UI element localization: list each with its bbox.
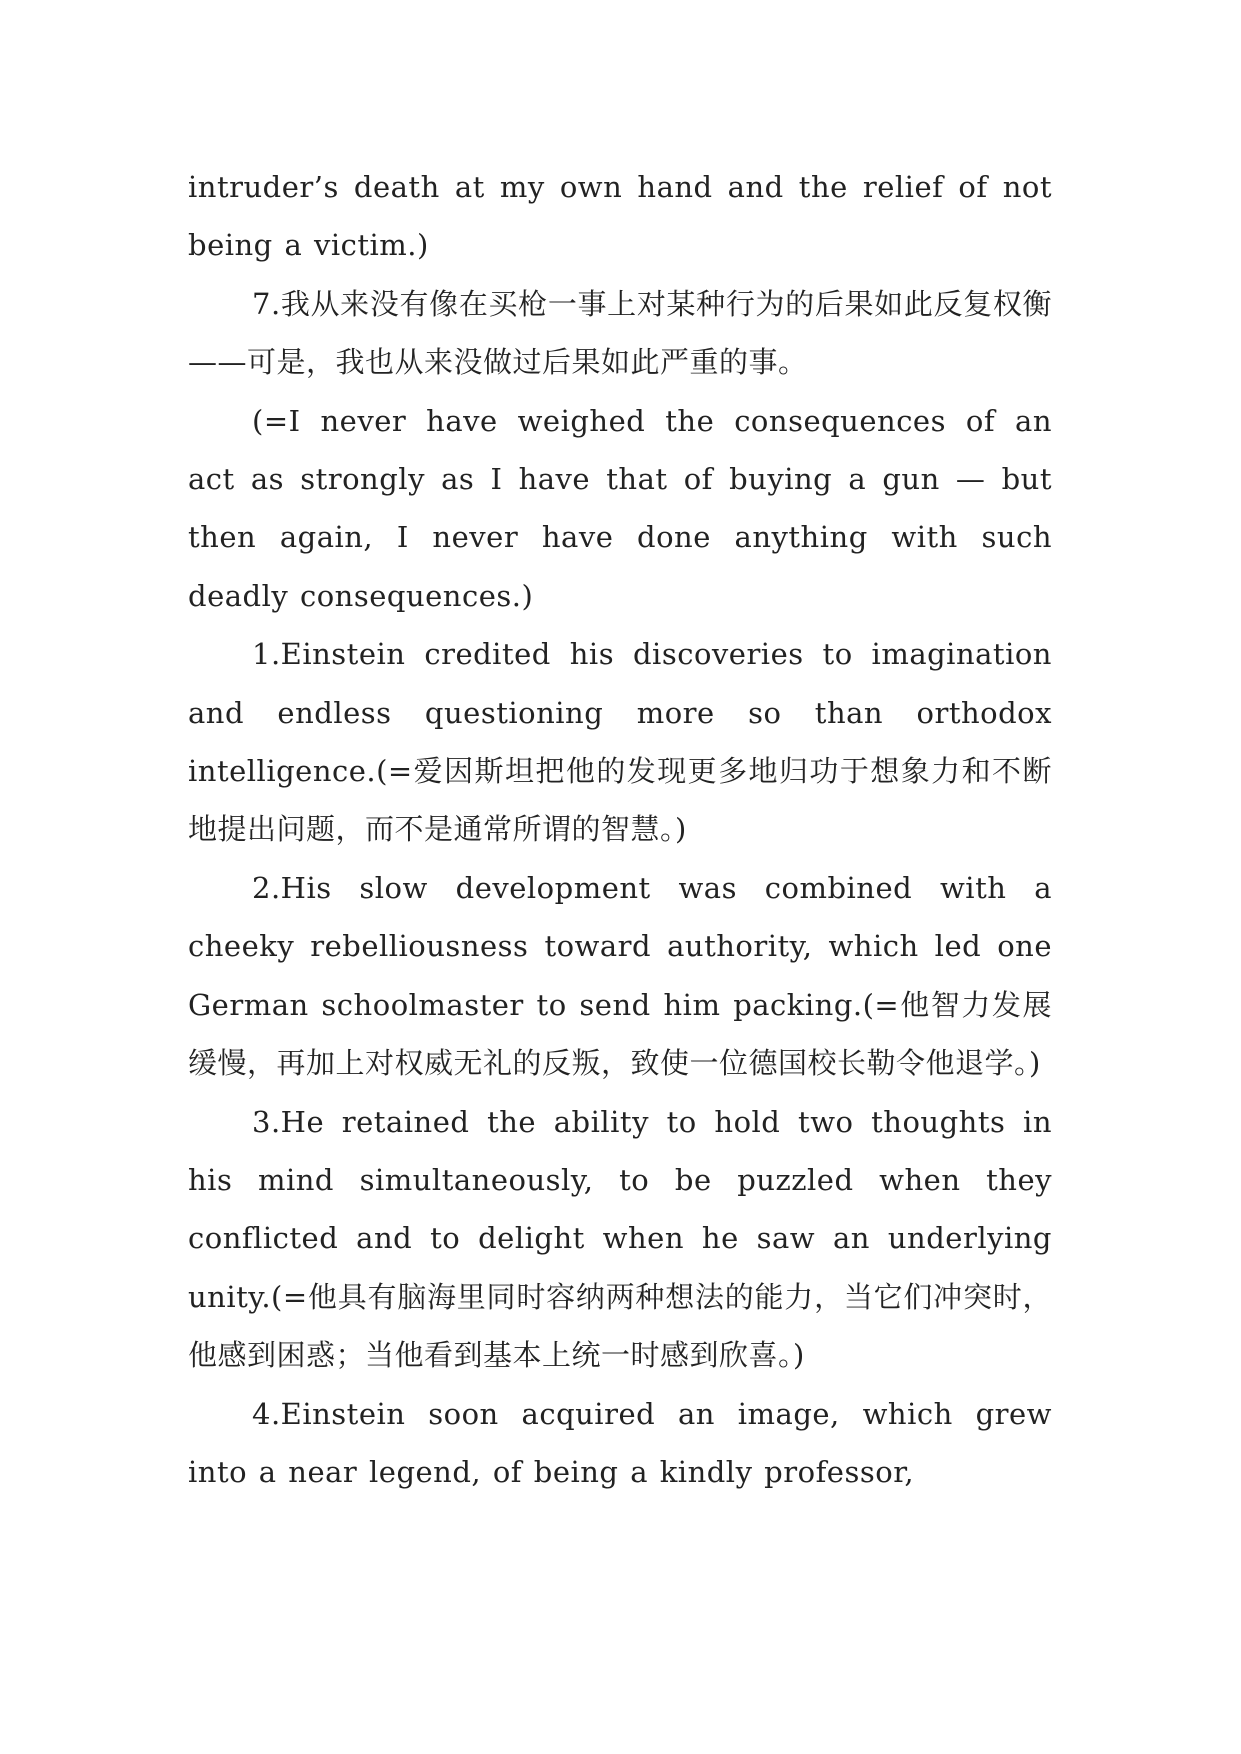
paragraph-item-3: 3.He retained the ability to hold two thoughts in his mind simultaneously, to be puzzled when they conflicted and to delight when he saw an underlying unity.(=他具有脑海里同时容纳两种想法的能力，当它们冲突时，他感到困惑；当他看到基本上统一时感到欣喜。) bbox=[188, 1104, 1052, 1373]
paragraph-intruder-continuation: intruder’s death at my own hand and the relief of not being a victim.) bbox=[188, 170, 1052, 263]
paragraph-item-7-chinese: 7.我从来没有像在买枪一事上对某种行为的后果如此反复权衡——可是，我也从来没做过后果如此严重的事。 bbox=[188, 286, 1052, 380]
paragraph-item-1: 1.Einstein credited his discoveries to imagination and endless questioning more so than orthodox intelligence.(=爱因斯坦把他的发现更多地归功于想象力和不断地提出问题，而不是通常所谓的智慧。) bbox=[188, 637, 1052, 847]
paragraph-item-2: 2.His slow development was combined with a cheeky rebelliousness toward authority, which led one German schoolmaster to send him packing.(=他智力发展缓慢，再加上对权威无礼的反叛，致使一位德国校长勒令他退学。) bbox=[188, 870, 1052, 1081]
document-body bbox=[188, 158, 1052, 1501]
paragraph-item-7-english: (=I never have weighed the consequences of an act as strongly as I have that of buying a gun — but then again, I never have done anything with such deadly consequences.) bbox=[188, 403, 1052, 613]
paragraph-item-4: 4.Einstein soon acquired an image, which grew into a near legend, of being a kindly professor, bbox=[188, 1396, 1052, 1489]
